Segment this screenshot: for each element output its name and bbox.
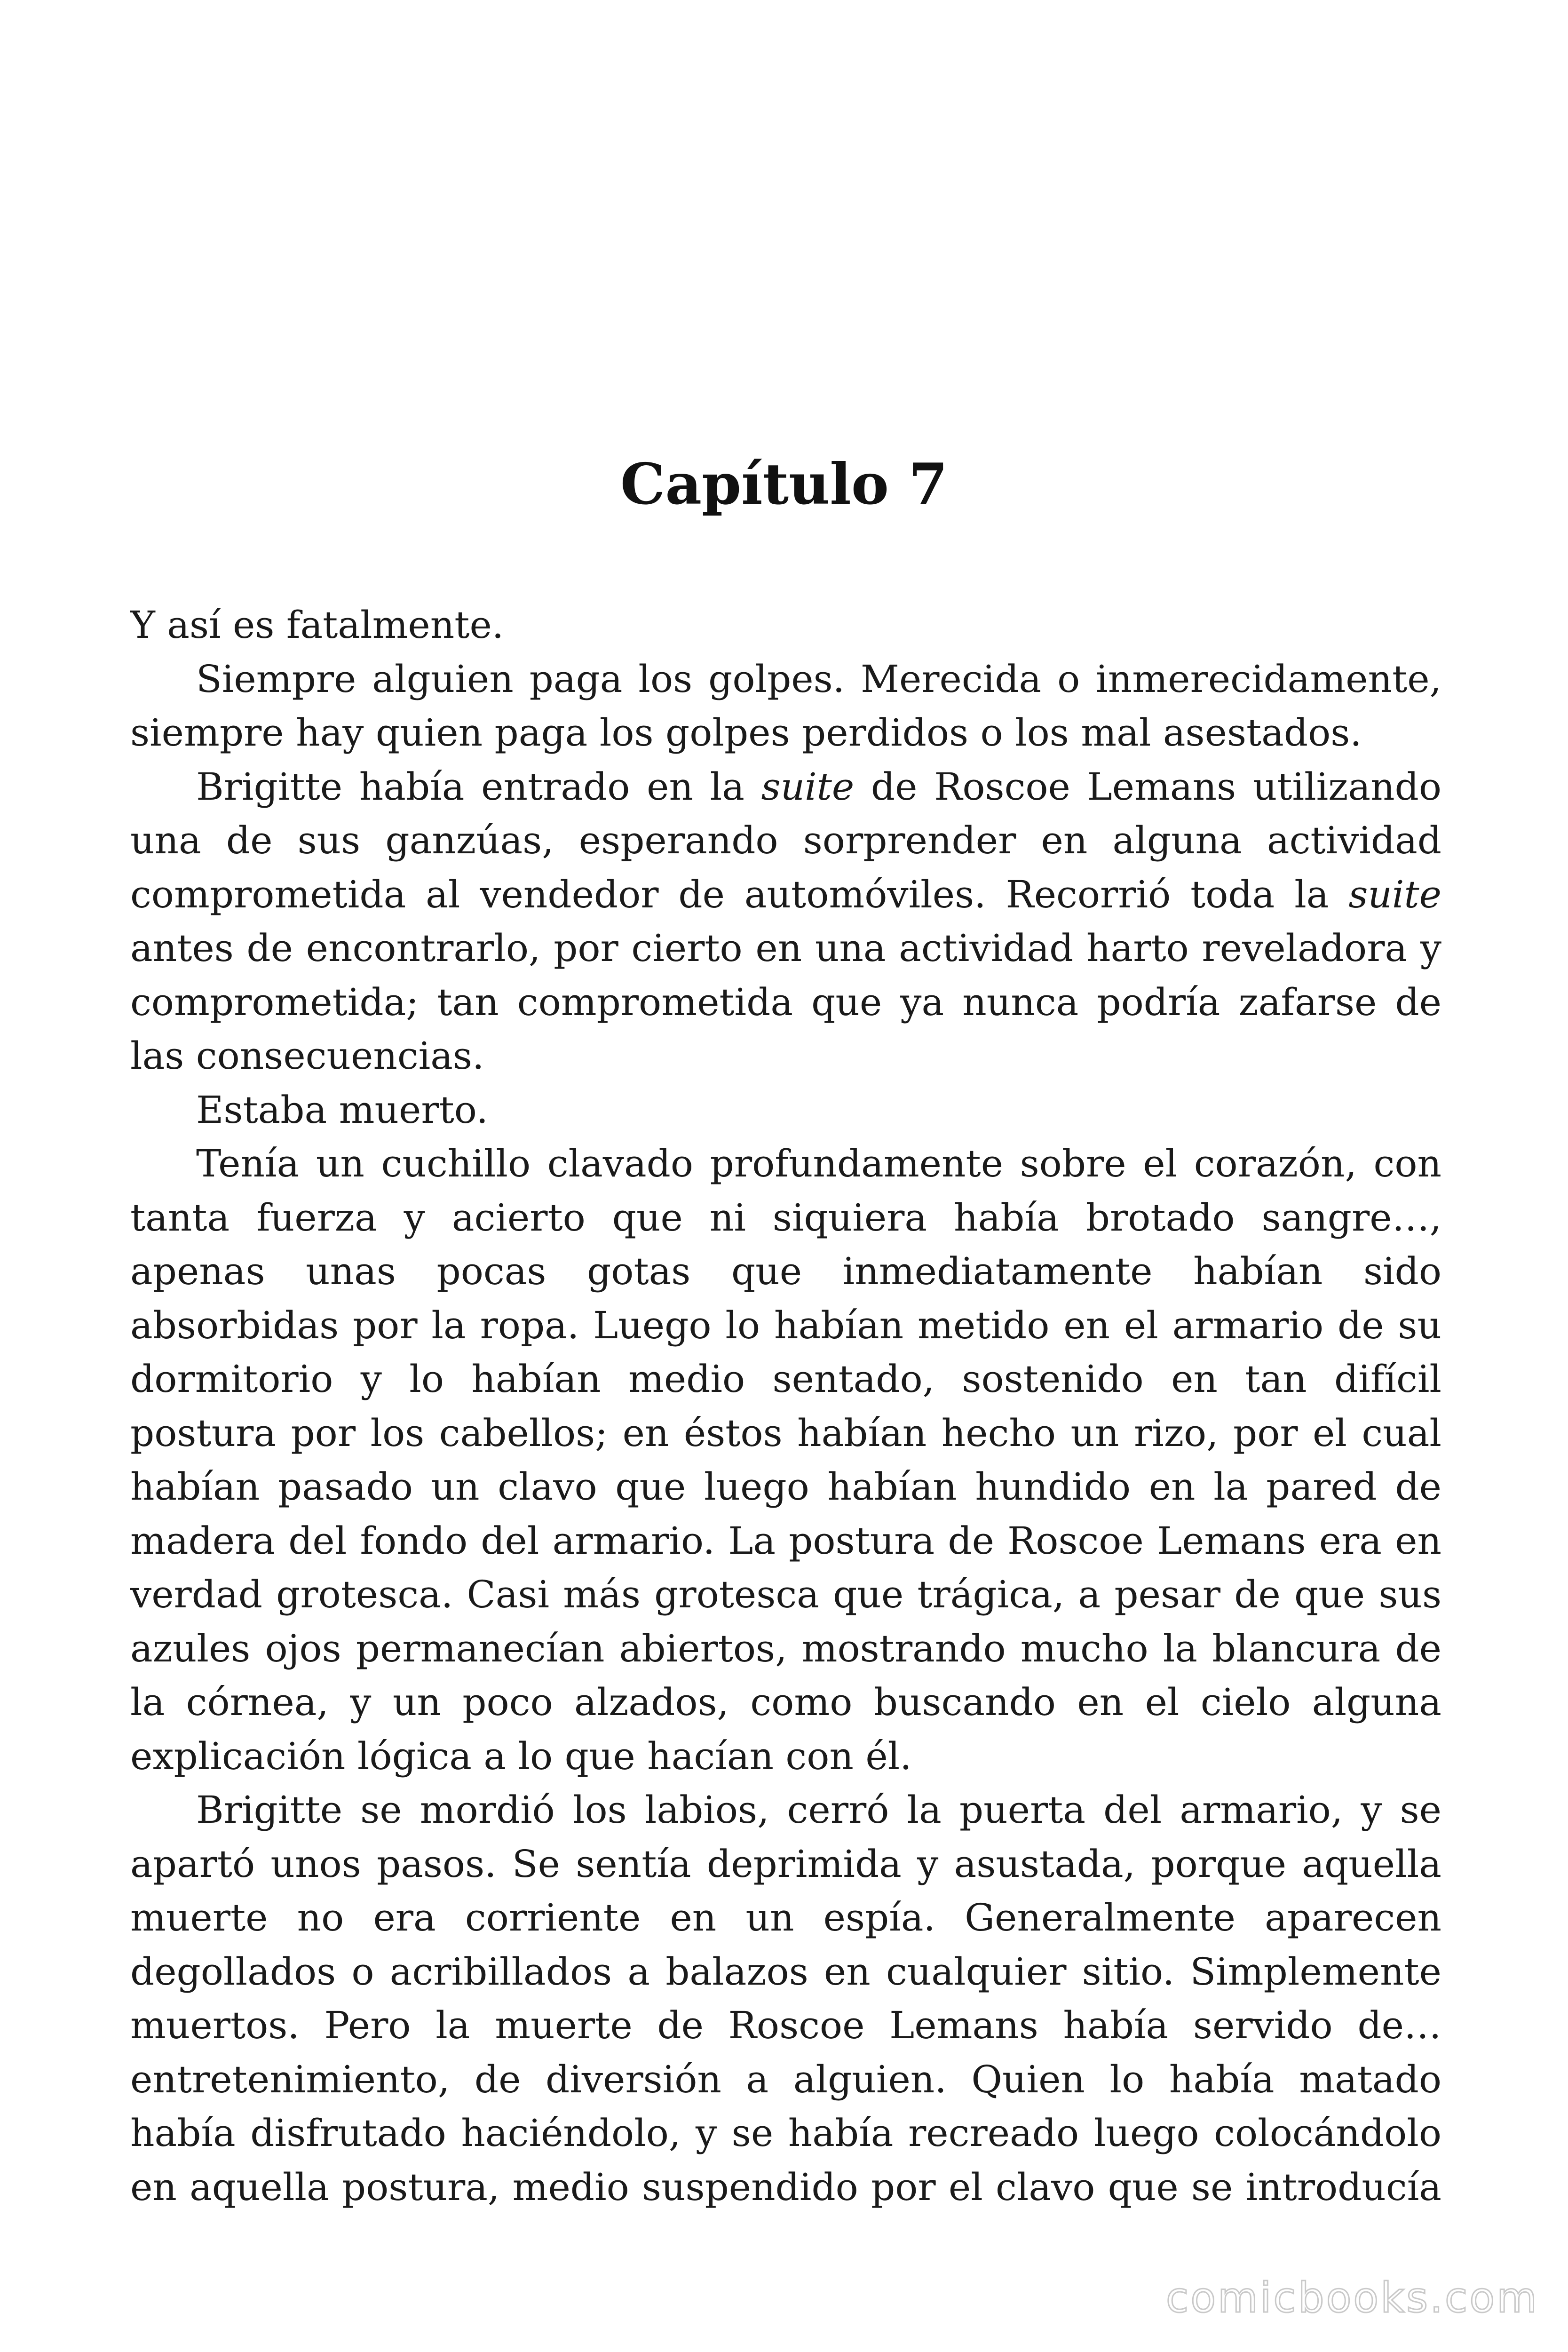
paragraph-text: antes de encontrarlo, por cierto en una actividad harto reveladora y comprometida; tan comprometida que ya nunca podría zafarse de las consecuencias. [130, 926, 1441, 1078]
chapter-title: Capítulo 7 [620, 451, 948, 517]
paragraph-text: Brigitte había entrado en la [196, 764, 761, 809]
paragraph-text: de Roscoe Lemans utilizando una de sus ganzúas, esperando sorprender en alguna actividad comprometida al vendedor de automóviles. Recorrió toda la [130, 764, 1442, 916]
paragraph [130, 760, 1441, 1083]
watermark: comicbooks.com [1165, 2273, 1539, 2322]
paragraph: Tenía un cuchillo clavado profundamente sobre el corazón, con tanta fuerza y acierto que ni siquiera había brotado sangre…, apenas unas pocas gotas que inmediatamente habían sido absorbidas por la ropa. Luego lo habían metido en el armario de su dormitorio y lo habían medio sentado, sostenido en tan difícil postura por los cabellos; en éstos habían hecho un rizo, por el cual habían pasado un clavo que luego habían hundido en la pared de madera del fondo del armario. La postura de Roscoe Lemans era en verdad grotesca. Casi más grotesca que trágica, a pesar de que sus azules ojos permanecían abiertos, mostrando mucho la blancura de la córnea, y un poco alzados, como buscando en el cielo alguna explicación lógica a lo que hacían con él. [130, 1142, 1441, 1778]
paragraph: Y así es fatalmente. [130, 603, 504, 647]
paragraph: Brigitte se mordió los labios, cerró la puerta del armario, y se apartó unos pasos. Se sentía deprimida y asustada, porque aquella muerte no era corriente en un espía. Generalmente aparecen degollados o acribillados a balazos en cualquier sitio. Simplemente muertos. Pero la muerte de Roscoe Lemans había servido de… entretenimiento, de diversión a alguien. Quien lo había matado había disfrutado haciéndolo, y se había recreado luego colocándolo en aquella postura, medio suspendido por el clavo que se introducía [130, 1788, 1441, 2209]
paragraph: Estaba muerto. [196, 1088, 488, 1132]
italic-term: suite [1348, 872, 1441, 916]
italic-term: suite [761, 764, 855, 809]
paragraph: Siempre alguien paga los golpes. Merecida o inmerecidamente, siempre hay quien paga los golpes perdidos o los mal asestados. [130, 657, 1441, 755]
chapter-body [130, 598, 1441, 2214]
